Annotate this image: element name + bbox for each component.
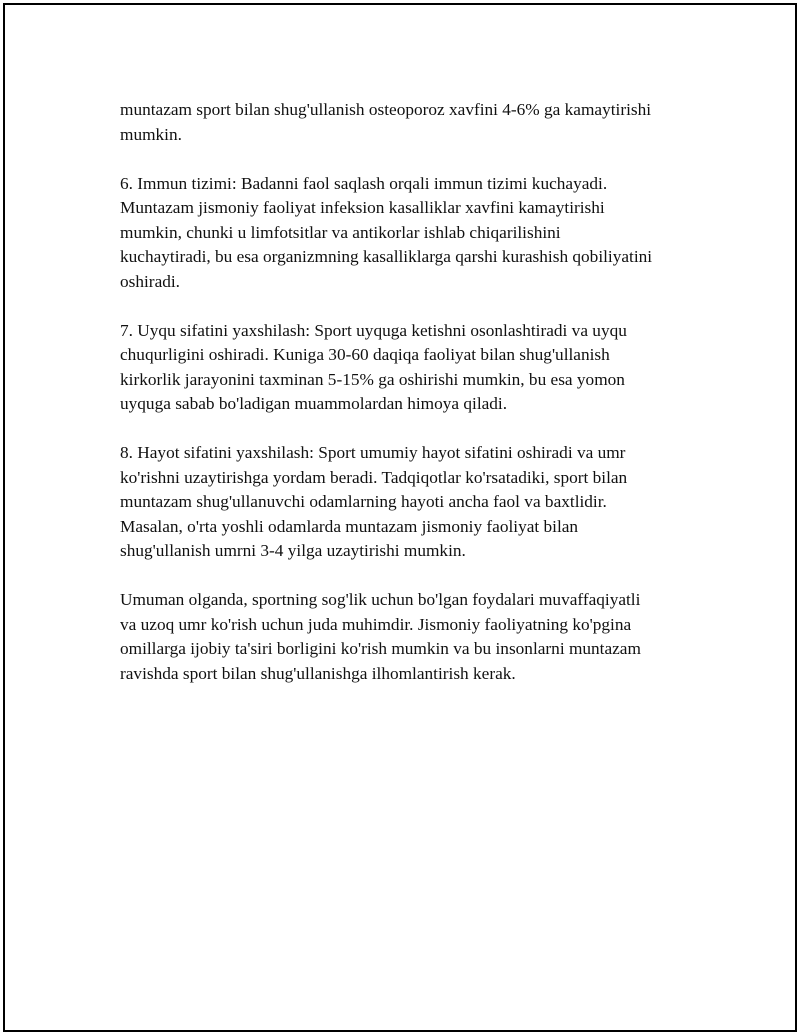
paragraph-immune-system: [120, 172, 700, 295]
text-line: Umuman olganda, sportning sog'lik uchun bo'lgan foydalari muvaffaqiyatli: [120, 590, 641, 609]
paragraph-sleep-quality: [120, 319, 700, 417]
text-line: chuqurligini oshiradi. Kuniga 30-60 daqiqa faoliyat bilan shug'ullanish: [120, 345, 610, 364]
document-body: [120, 98, 700, 711]
text-line: muntazam sport bilan shug'ullanish osteoporoz xavfini 4-6% ga kamaytirishi: [120, 100, 652, 119]
text-line: ko'rishni uzaytirishga yordam beradi. Tadqiqotlar ko'rsatadiki, sport bilan: [120, 467, 628, 487]
text-line: 6. Immun tizimi: Badanni faol saqlash orqali immun tizimi kuchayadi.: [120, 173, 608, 193]
text-line: oshiradi.: [120, 271, 180, 291]
paragraph-osteoporosis-continuation: [120, 98, 700, 147]
text-line: 8. Hayot sifatini yaxshilash: Sport umumiy hayot sifatini oshiradi va umr: [120, 443, 626, 462]
text-line: kirkorlik jarayonini taxminan 5-15% ga oshirishi mumkin, bu esa yomon: [120, 369, 625, 389]
text-line: kuchaytiradi, bu esa organizmning kasalliklarga qarshi kurashish qobiliyatini: [120, 247, 653, 266]
paragraph-quality-of-life: [120, 441, 700, 564]
text-line: omillarga ijobiy ta'siri borligini ko'rish mumkin va bu insonlarni muntazam: [120, 639, 641, 658]
text-line: Masalan, o'rta yoshli odamlarda muntazam jismoniy faoliyat bilan: [120, 516, 579, 536]
text-line: uyquga sabab bo'ladigan muammolardan himoya qiladi.: [120, 394, 508, 413]
text-line: mumkin, chunki u limfotsitlar va antikorlar ishlab chiqarilishini: [120, 222, 561, 242]
text-line: mumkin.: [120, 124, 182, 144]
document-page: [3, 3, 797, 1032]
text-line: 7. Uyqu sifatini yaxshilash: Sport uyquga ketishni osonlashtiradi va uyqu: [120, 320, 627, 340]
text-line: Muntazam jismoniy faoliyat infeksion kasalliklar xavfini kamaytirishi: [120, 198, 605, 217]
text-line: muntazam shug'ullanuvchi odamlarning hayoti ancha faol va baxtlidir.: [120, 492, 607, 511]
text-line: ravishda sport bilan shug'ullanishga ilhomlantirish kerak.: [120, 663, 516, 683]
paragraph-conclusion: [120, 588, 700, 686]
text-line: va uzoq umr ko'rish uchun juda muhimdir. Jismoniy faoliyatning ko'pgina: [120, 614, 632, 634]
text-line: shug'ullanish umrni 3-4 yilga uzaytirishi mumkin.: [120, 541, 466, 560]
